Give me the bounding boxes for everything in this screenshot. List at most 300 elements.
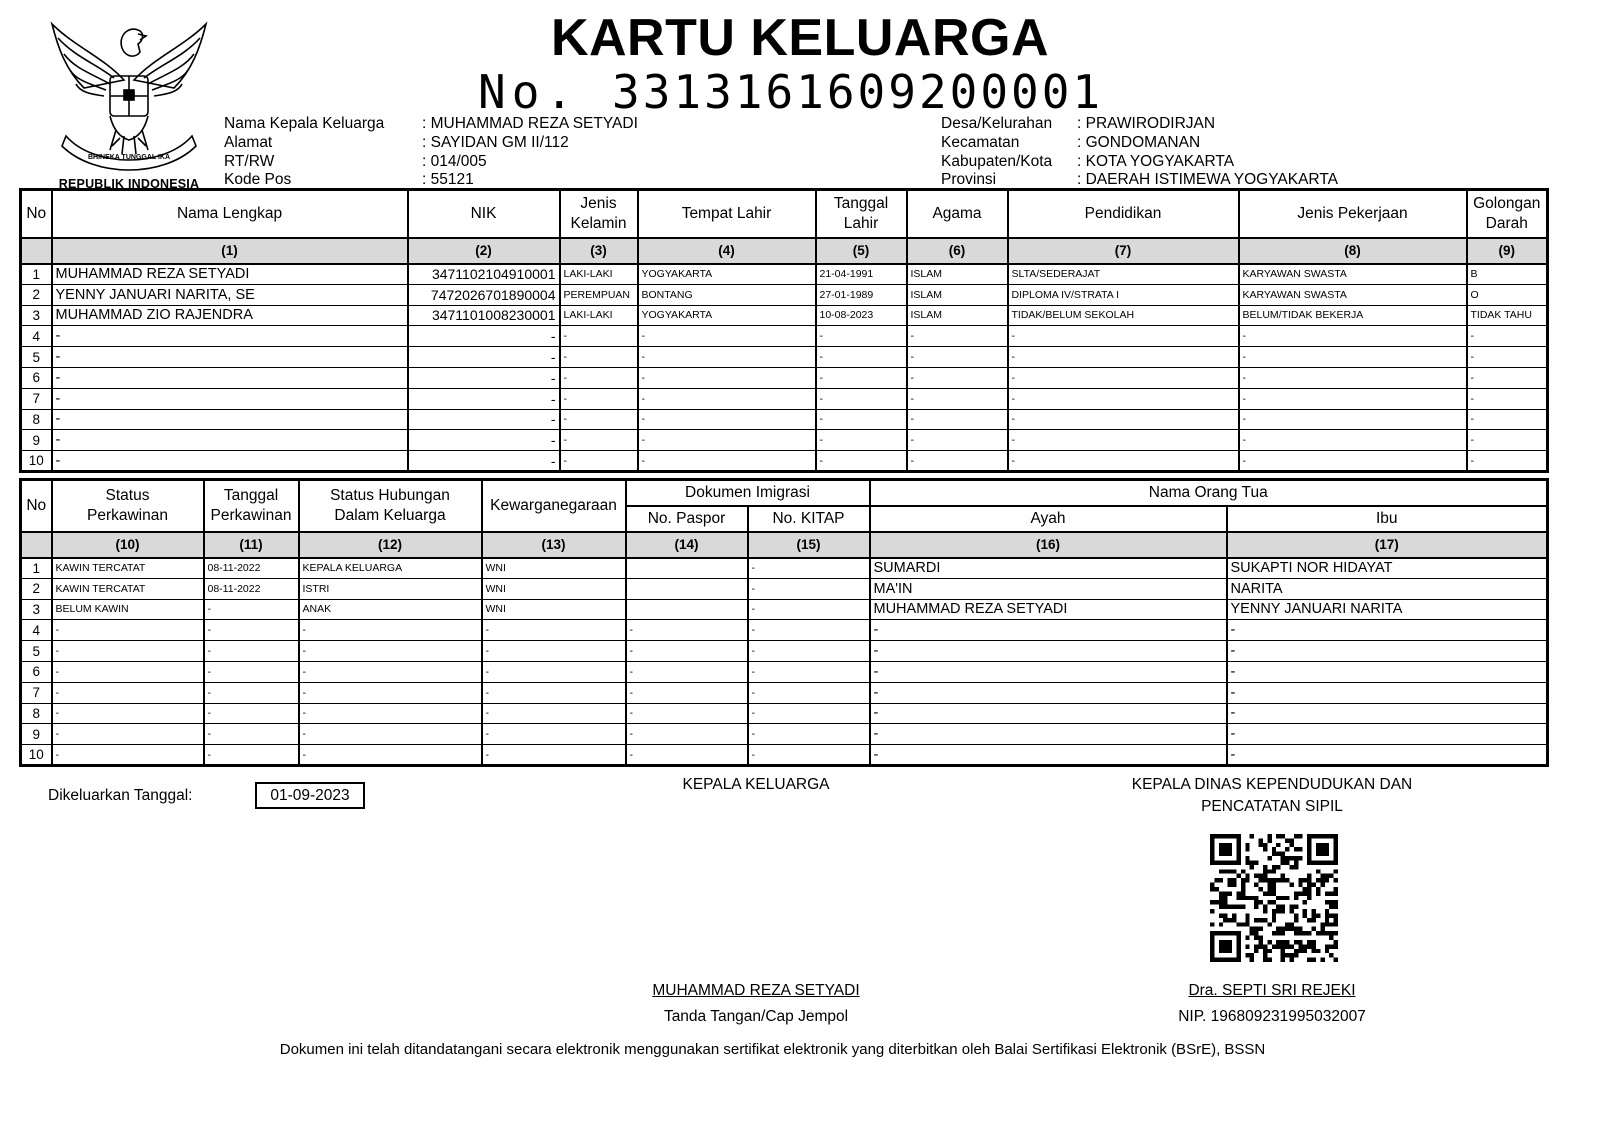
table-cell: -: [204, 745, 299, 766]
qr-module: [1219, 913, 1223, 917]
qr-module: [1334, 887, 1338, 891]
issued-date-value: 01-09-2023: [255, 782, 365, 809]
table-cell: -: [748, 620, 870, 641]
table-row: [21, 745, 1548, 766]
qr-module: [1228, 905, 1232, 909]
table-cell: -: [1227, 661, 1548, 682]
qr-module: [1312, 918, 1316, 922]
table-cell: KAWIN TERCATAT: [52, 558, 204, 579]
qr-module: [1214, 887, 1218, 891]
qr-module: [1276, 940, 1280, 944]
table-cell: -: [204, 661, 299, 682]
qr-module: [1210, 909, 1214, 913]
table-cell: -: [638, 388, 816, 409]
qr-module: [1281, 958, 1285, 962]
official-signature: [1122, 981, 1422, 1027]
qr-module: [1281, 953, 1285, 957]
qr-module: [1303, 891, 1307, 895]
table-cell: BELUM KAWIN: [52, 599, 204, 620]
status-body: [21, 558, 1548, 766]
table-cell: -: [1008, 409, 1239, 430]
table-cell: -: [907, 430, 1008, 451]
qr-module: [1312, 940, 1316, 944]
qr-module: [1303, 931, 1307, 935]
qr-module: [1325, 922, 1329, 926]
qr-module: [1219, 843, 1232, 856]
qr-module: [1285, 940, 1289, 944]
table-cell: -: [748, 682, 870, 703]
table-row: [21, 558, 1548, 579]
qr-module: [1281, 927, 1285, 931]
header-line: Tanggal: [223, 486, 279, 504]
header-line: Darah: [1485, 214, 1528, 232]
qr-module: [1281, 944, 1285, 948]
header-kewarganegaraan: Kewarganegaraan: [482, 480, 626, 532]
header-line: Status Hubungan: [330, 486, 450, 504]
qr-module: [1254, 927, 1258, 931]
table-cell: DIPLOMA IV/STRATA I: [1008, 284, 1239, 305]
table-row: [21, 451, 1548, 472]
table-cell: -: [870, 661, 1227, 682]
table-cell: LAKI-LAKI: [560, 264, 638, 285]
qr-module: [1289, 909, 1293, 913]
header-line: Status: [105, 486, 150, 504]
qr-module: [1259, 927, 1263, 931]
table-cell: -: [299, 703, 482, 724]
emblem-motto: BHINEKA TUNGGAL IKA: [87, 154, 171, 161]
table-row: [21, 305, 1548, 326]
info-value: : 55121: [422, 171, 474, 189]
family-head-title: KEPALA KELUARGA: [682, 776, 830, 793]
qr-module: [1259, 887, 1263, 891]
qr-module: [1289, 838, 1293, 842]
qr-module: [1303, 909, 1307, 913]
qr-module: [1334, 918, 1338, 922]
table-cell: -: [204, 599, 299, 620]
qr-module: [1232, 905, 1236, 909]
electronic-signature-note: Dokumen ini telah ditandatangani secara elektronik menggunakan sertifikat elektronik yang diterbitkan oleh Balai Sertifikasi Elektronik (BSrE), BSSN: [279, 1041, 1266, 1058]
qr-module: [1236, 874, 1240, 878]
qr-module: [1276, 931, 1280, 935]
qr-module: [1312, 949, 1316, 953]
qr-module: [1236, 905, 1240, 909]
table-cell: -: [204, 620, 299, 641]
table-cell: 6: [21, 661, 52, 682]
qr-module: [1294, 856, 1298, 860]
table-cell: -: [1227, 682, 1548, 703]
table-cell: -: [870, 745, 1227, 766]
table-cell: -: [560, 367, 638, 388]
table-cell: -: [482, 620, 626, 641]
header-no-kitap: No. KITAP: [748, 506, 870, 532]
qr-module: [1259, 843, 1263, 847]
info-value: : PRAWIRODIRJAN: [1077, 115, 1216, 132]
qr-module: [1232, 883, 1236, 887]
qr-module: [1241, 896, 1245, 900]
qr-module: [1267, 869, 1271, 873]
qr-module: [1334, 900, 1338, 904]
table-header-row: [21, 480, 1548, 506]
table-cell: -: [52, 347, 408, 368]
column-number: (12): [299, 532, 482, 558]
table-cell: 2: [21, 578, 52, 599]
qr-module: [1307, 944, 1311, 948]
header-cell: [1239, 190, 1467, 238]
qr-module: [1254, 944, 1258, 948]
header-line: Tempat Lahir: [681, 204, 772, 222]
qr-module: [1303, 949, 1307, 953]
table-cell: YOGYAKARTA: [638, 264, 816, 285]
table-cell: ISTRI: [299, 578, 482, 599]
table-cell: [626, 599, 748, 620]
column-number: (7): [1008, 238, 1239, 264]
qr-module: [1320, 922, 1324, 926]
table-cell: -: [816, 388, 907, 409]
table-cell: -: [870, 641, 1227, 662]
qr-module: [1276, 905, 1280, 909]
qr-module: [1259, 900, 1263, 904]
qr-module: [1329, 931, 1333, 935]
table-row: [21, 703, 1548, 724]
table-cell: WNI: [482, 558, 626, 579]
column-number: (1): [52, 238, 408, 264]
qr-module: [1294, 931, 1298, 935]
table-cell: 7472026701890004: [408, 284, 560, 305]
qr-module: [1276, 927, 1280, 931]
header-dokumen-imigrasi: Dokumen Imigrasi: [626, 480, 870, 506]
qr-module: [1263, 949, 1267, 953]
table-cell: KAWIN TERCATAT: [52, 578, 204, 599]
qr-module: [1281, 940, 1285, 944]
qr-module: [1245, 847, 1249, 851]
qr-module: [1285, 838, 1289, 842]
table-cell: -: [626, 661, 748, 682]
column-number: (4): [638, 238, 816, 264]
table-cell: -: [299, 724, 482, 745]
qr-module: [1285, 860, 1289, 864]
info-label: Desa/Kelurahan: [941, 115, 1053, 132]
header-status-perkawinan: [52, 480, 204, 532]
qr-module: [1329, 905, 1333, 909]
qr-module: [1285, 944, 1289, 948]
qr-module: [1303, 913, 1307, 917]
info-row-address: [224, 134, 724, 153]
table-cell: -: [1467, 367, 1548, 388]
table-cell: 9: [21, 724, 52, 745]
family-head-signature: [606, 981, 906, 1027]
table-cell: -: [638, 326, 816, 347]
table-cell: 5: [21, 347, 52, 368]
qr-module: [1281, 905, 1285, 909]
table-cell: -: [299, 620, 482, 641]
qr-module: [1329, 891, 1333, 895]
info-label: Provinsi: [941, 171, 997, 189]
header-line: Tanggal: [833, 194, 889, 212]
table-cell: -: [408, 388, 560, 409]
header-line: Jenis: [580, 194, 617, 212]
table-cell: 3471101008230001: [408, 305, 560, 326]
qr-module: [1320, 927, 1324, 931]
qr-module: [1294, 905, 1298, 909]
table-cell: ANAK: [299, 599, 482, 620]
qr-module: [1232, 878, 1236, 882]
qr-module: [1254, 883, 1258, 887]
header-ibu: Ibu: [1227, 506, 1548, 532]
qr-module: [1329, 936, 1333, 940]
table-cell: -: [638, 451, 816, 472]
qr-module: [1267, 949, 1271, 953]
table-cell: -: [52, 367, 408, 388]
table-cell: -: [748, 703, 870, 724]
qr-module: [1245, 918, 1249, 922]
qr-module: [1289, 865, 1293, 869]
official-title-line: KEPALA DINAS KEPENDUDUKAN DAN: [1131, 776, 1413, 793]
qr-module: [1281, 909, 1285, 913]
qr-module: [1267, 922, 1271, 926]
table-cell: 8: [21, 703, 52, 724]
qr-module: [1307, 887, 1311, 891]
info-row-head: [224, 115, 724, 134]
qr-module: [1285, 878, 1289, 882]
family-status-table: [19, 478, 1549, 767]
qr-module: [1316, 931, 1320, 935]
qr-module: [1263, 905, 1267, 909]
qr-module: [1294, 913, 1298, 917]
qr-module: [1250, 865, 1254, 869]
qr-module: [1210, 900, 1214, 904]
table-cell: [626, 578, 748, 599]
qr-module: [1329, 944, 1333, 948]
qr-module: [1289, 953, 1293, 957]
qr-module: [1236, 891, 1240, 895]
qr-module: [1232, 918, 1236, 922]
table-cell: -: [299, 745, 482, 766]
qr-module: [1289, 843, 1293, 847]
table-cell: 1: [21, 264, 52, 285]
qr-module: [1263, 909, 1267, 913]
table-row: [21, 430, 1548, 451]
qr-module: [1312, 909, 1316, 913]
qr-module: [1267, 887, 1271, 891]
qr-module: [1219, 896, 1223, 900]
header-cell: [907, 190, 1008, 238]
info-row-rtrw: [224, 153, 724, 172]
qr-module: [1329, 900, 1333, 904]
qr-module: [1245, 944, 1249, 948]
qr-module: [1276, 834, 1280, 838]
table-cell: -: [816, 409, 907, 430]
garuda-emblem-icon: [44, 18, 214, 176]
column-number: (2): [408, 238, 560, 264]
table-cell: ISLAM: [907, 305, 1008, 326]
issued-date-label: Dikeluarkan Tanggal:: [48, 787, 193, 804]
table-cell: 4: [21, 326, 52, 347]
qr-module: [1272, 887, 1276, 891]
qr-module: [1294, 891, 1298, 895]
qr-module: [1285, 927, 1289, 931]
qr-module: [1267, 900, 1271, 904]
table-cell: NARITA: [1227, 578, 1548, 599]
qr-module: [1210, 883, 1214, 887]
table-cell: -: [816, 367, 907, 388]
column-number-row: [21, 238, 1548, 264]
qr-module: [1320, 958, 1324, 962]
table-cell: -: [482, 641, 626, 662]
header-no-paspor: No. Paspor: [626, 506, 748, 532]
family-info-left: [224, 115, 724, 190]
table-cell: -: [638, 409, 816, 430]
official-name: Dra. SEPTI SRI REJEKI: [1188, 982, 1356, 999]
qr-module: [1298, 847, 1302, 851]
table-cell: -: [1239, 451, 1467, 472]
qr-module: [1259, 936, 1263, 940]
qr-module: [1267, 883, 1271, 887]
table-cell: WNI: [482, 578, 626, 599]
qr-module: [1267, 856, 1271, 860]
table-cell: 10-08-2023: [816, 305, 907, 326]
qr-module: [1334, 931, 1338, 935]
table-cell: PEREMPUAN: [560, 284, 638, 305]
qr-module: [1334, 944, 1338, 948]
table-cell: -: [870, 682, 1227, 703]
qr-module: [1228, 883, 1232, 887]
header-line: Lahir: [843, 214, 879, 232]
table-cell: MUHAMMAD ZIO RAJENDRA: [52, 305, 408, 326]
qr-module: [1329, 874, 1333, 878]
qr-module: [1334, 940, 1338, 944]
qr-module: [1254, 900, 1258, 904]
table-cell: 4: [21, 620, 52, 641]
qr-module: [1316, 843, 1329, 856]
qr-module: [1320, 883, 1324, 887]
qr-module: [1214, 900, 1218, 904]
header-cell: [638, 190, 816, 238]
qr-module: [1245, 953, 1249, 957]
table-cell: -: [52, 724, 204, 745]
table-cell: -: [482, 703, 626, 724]
qr-module: [1254, 931, 1258, 935]
table-cell: -: [52, 388, 408, 409]
qr-module: [1267, 891, 1271, 895]
qr-module: [1254, 874, 1258, 878]
table-row: [21, 661, 1548, 682]
qr-module: [1276, 852, 1280, 856]
qr-module: [1263, 953, 1267, 957]
table-row: [21, 724, 1548, 745]
table-cell: -: [1239, 347, 1467, 368]
qr-module: [1272, 909, 1276, 913]
qr-module: [1294, 949, 1298, 953]
qr-module: [1228, 869, 1232, 873]
qr-module: [1263, 878, 1267, 882]
table-cell: MUHAMMAD REZA SETYADI: [870, 599, 1227, 620]
qr-module: [1289, 927, 1293, 931]
table-cell: -: [748, 558, 870, 579]
header-cell: [816, 190, 907, 238]
qr-module: [1245, 896, 1249, 900]
info-value: : KOTA YOGYAKARTA: [1077, 152, 1235, 170]
family-info-right: [941, 115, 1441, 190]
qr-module: [1281, 834, 1285, 838]
qr-module: [1334, 905, 1338, 909]
qr-module: [1267, 878, 1271, 882]
qr-module: [1298, 891, 1302, 895]
qr-module: [1281, 852, 1285, 856]
qr-module: [1245, 936, 1249, 940]
column-number: (16): [870, 532, 1227, 558]
column-number: (9): [1467, 238, 1548, 264]
table-cell: -: [560, 430, 638, 451]
table-cell: -: [1239, 388, 1467, 409]
qr-module: [1272, 852, 1276, 856]
qr-module: [1254, 860, 1258, 864]
table-cell: -: [626, 724, 748, 745]
qr-module: [1294, 834, 1298, 838]
qr-module: [1312, 913, 1316, 917]
header-cell: [52, 190, 408, 238]
table-cell: -: [907, 388, 1008, 409]
qr-module: [1281, 860, 1285, 864]
qr-module: [1316, 913, 1320, 917]
table-header-row: [21, 190, 1548, 238]
column-number: [21, 238, 52, 264]
garuda-emblem: [44, 18, 214, 194]
qr-module: [1289, 883, 1293, 887]
qr-module: [1334, 891, 1338, 895]
header-ayah: Ayah: [870, 506, 1227, 532]
table-cell: -: [626, 682, 748, 703]
table-cell: -: [560, 451, 638, 472]
table-cell: -: [408, 367, 560, 388]
table-cell: KARYAWAN SWASTA: [1239, 264, 1467, 285]
table-cell: 9: [21, 430, 52, 451]
qr-module: [1325, 891, 1329, 895]
table-cell: -: [638, 367, 816, 388]
qr-module: [1307, 940, 1311, 944]
table-cell: -: [748, 724, 870, 745]
table-cell: -: [52, 620, 204, 641]
qr-module: [1228, 878, 1232, 882]
table-cell: SUKAPTI NOR HIDAYAT: [1227, 558, 1548, 579]
emblem-caption: REPUBLIK INDONESIA: [58, 177, 200, 191]
table-cell: -: [299, 661, 482, 682]
qr-module: [1263, 865, 1267, 869]
table-cell: [626, 558, 748, 579]
table-cell: -: [408, 430, 560, 451]
qr-module: [1236, 896, 1240, 900]
header-cell: [1008, 190, 1239, 238]
info-value: : 014/005: [422, 152, 487, 170]
qr-module: [1298, 834, 1302, 838]
table-cell: -: [816, 451, 907, 472]
qr-module: [1214, 878, 1218, 882]
header-line: Kelamin: [570, 214, 627, 232]
qr-module: [1223, 905, 1227, 909]
qr-module: [1325, 874, 1329, 878]
qr-module: [1289, 905, 1293, 909]
family-members-table: [19, 188, 1549, 473]
qr-module: [1312, 944, 1316, 948]
qr-module: [1298, 931, 1302, 935]
qr-module: [1228, 918, 1232, 922]
table-cell: -: [408, 326, 560, 347]
qr-module: [1254, 918, 1258, 922]
table-cell: BONTANG: [638, 284, 816, 305]
table-cell: -: [560, 347, 638, 368]
qr-module: [1276, 944, 1280, 948]
table-cell: -: [560, 326, 638, 347]
table-cell: BELUM/TIDAK BEKERJA: [1239, 305, 1467, 326]
